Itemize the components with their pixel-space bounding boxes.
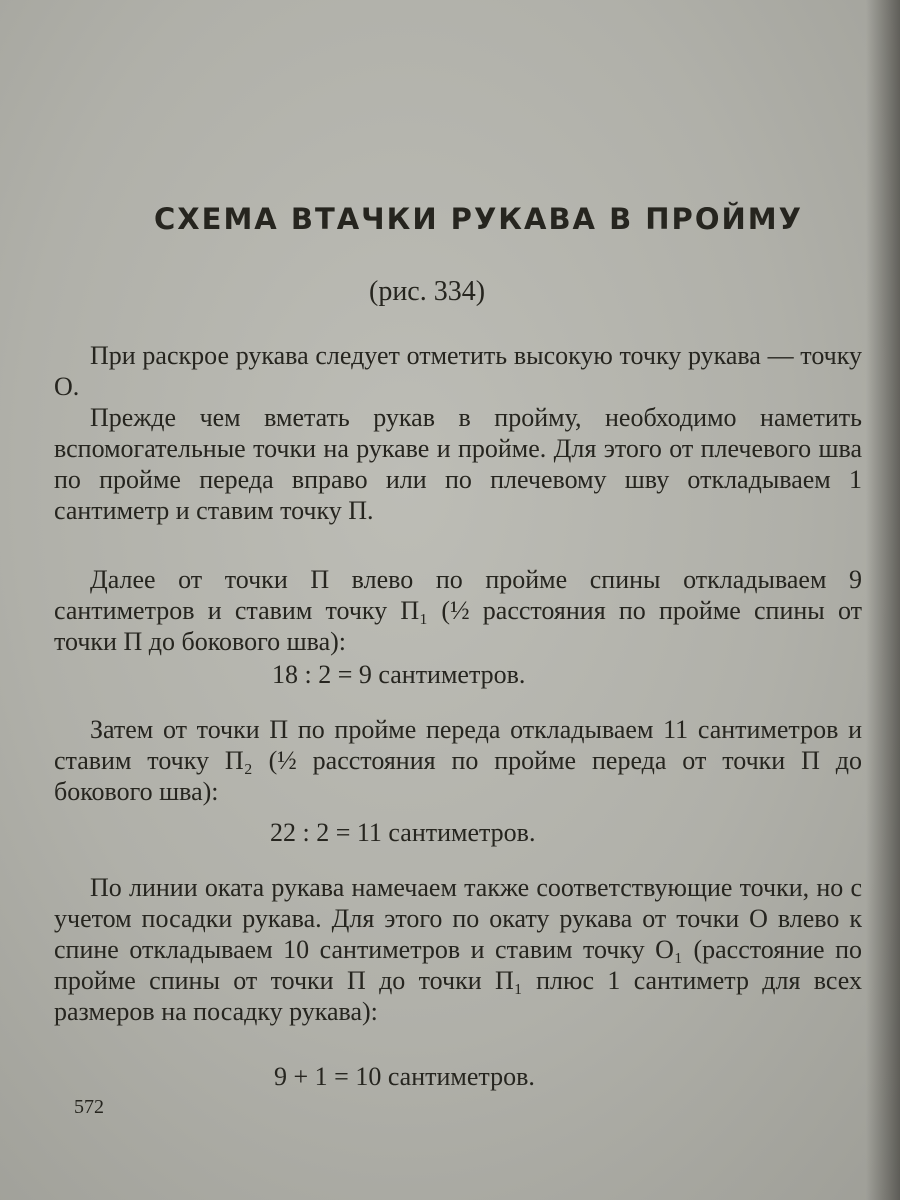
paragraph-1: При раскрое рукава следует отметить высокую точку рукава — точку О. [54,341,862,401]
formula-3: 9 + 1 = 10 сантиметров. [274,1062,535,1091]
page-gutter-shadow [866,0,900,1200]
page-number: 572 [74,1096,104,1118]
paragraph-3: Далее от точки П влево по пройме спины откладываем 9 сантиметров и ставим точку П₁ (½ расстояния по пройме спины от точки П до бокового шва): [54,565,862,656]
figure-reference: (рис. 334) [369,276,486,307]
formula-1: 18 : 2 = 9 сантиметров. [272,660,526,689]
paragraph-5: По линии оката рукава намечаем также соответствующие точки, но с учетом посадки рукава. Для этого по окату рукава от точки О влево к спине откладываем 10 сантиметров и ставим точку О₁ (расстояние по пройме спины от точки П до точки П₁ плюс 1 сантиметр для всех размеров на посадку рукава): [54,873,862,1026]
page-title: СХЕМА ВТАЧКИ РУКАВА В ПРОЙМУ [154,202,803,236]
formula-2: 22 : 2 = 11 сантиметров. [270,818,536,847]
paragraph-2: Прежде чем вметать рукав в пройму, необходимо наметить вспомогательные точки на рукаве и пройме. Для этого от плечевого шва по пройме переда вправо или по плечевому шву откладываем 1 сантиметр и ставим точку П. [54,403,862,525]
paragraph-4: Затем от точки П по пройме переда откладываем 11 сантиметров и ставим точку П₂ (½ расстояния по пройме переда от точки П до бокового шва): [54,715,862,806]
